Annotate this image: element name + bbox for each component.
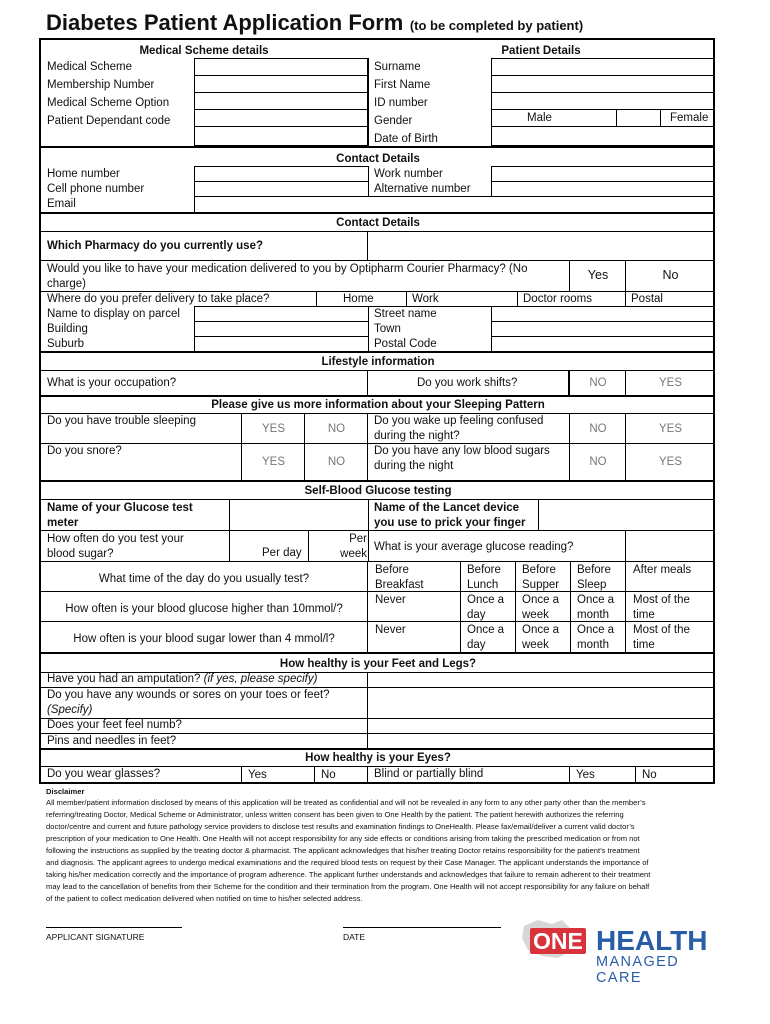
suburb-input[interactable]: [194, 336, 369, 352]
pharmacy-section-heading: Contact Details: [336, 217, 420, 229]
disclaimer-line: following the instructions as supplied by the treating doctor & pharmacist. The applicant acknowledges that his/her treating Doctor retains responsibility for the patient’s treatment: [46, 846, 640, 855]
high-most-time-option[interactable]: [625, 591, 715, 622]
before-sleep-label: Before Sleep: [577, 564, 611, 591]
low-once-month-option[interactable]: [570, 621, 626, 653]
shifts-question: Do you work shifts?: [417, 377, 518, 389]
low-frequency-question: How often is your blood sugar lower than 4 mmol/l?: [73, 633, 335, 645]
disclaimer-line: prescription of your medication to One Health. One Health will not accept responsibility for any side effects or conditions arising from taking the prescribed medication or from not: [46, 834, 640, 843]
disclaimer-line: referring/treating Doctor, Medical Scheme or Administrator, unless written consent has been given to One Health by the patient. The patient herewith authorizes the referring: [46, 810, 624, 819]
numb-input[interactable]: [367, 718, 715, 734]
high-once-week-label: Once a week: [522, 594, 560, 621]
after-meals-label: After meals: [633, 564, 692, 576]
high-once-month-option[interactable]: [570, 591, 626, 622]
wake-confused-no[interactable]: [569, 413, 626, 444]
disclaimer-line: doctor/centre and current and future pathology service providers to disclose test results and examination findings to OneHealth. Please fax/email/deliver a current valid doctor’s: [46, 822, 635, 831]
disclaimer-line: may lead to the cancellation of benefits from their Scheme for the condition and their termination from the program. One Health will not accept responsibility for any failure on behalf: [46, 882, 650, 891]
high-most-time-label: Most of the time: [633, 594, 690, 621]
divider: [367, 58, 368, 146]
test-frequency-question: How often do you test your blood sugar?: [47, 533, 184, 560]
street-name-label: Street name: [374, 308, 437, 320]
blind-yes-label: Yes: [576, 769, 595, 781]
amputation-question: [47, 672, 317, 687]
building-label: Building: [47, 323, 88, 335]
delivery-postal-label: Postal: [631, 293, 663, 305]
form-title: Diabetes Patient Application Form: [46, 10, 404, 35]
snore-yes[interactable]: [241, 443, 305, 481]
disclaimer-line: All member/patient information disclosed by means of this application will be treated as confidential and will not be revealed in any form to any other party other than the member’s: [46, 798, 646, 807]
gender-female-label: Female: [670, 112, 709, 124]
wake-confused-yes[interactable]: [625, 413, 715, 444]
delivery-yes-option[interactable]: [569, 260, 626, 292]
before-breakfast-option[interactable]: [367, 561, 461, 592]
delivery-no-option[interactable]: [625, 260, 715, 292]
low-sugar-no[interactable]: [569, 443, 626, 481]
first-name-input[interactable]: [491, 75, 715, 93]
gender-male-option[interactable]: [491, 109, 617, 127]
wounds-specify: (Specify): [47, 704, 93, 716]
high-never-option[interactable]: [367, 591, 461, 622]
home-number-input[interactable]: [194, 166, 369, 182]
id-number-input[interactable]: [491, 92, 715, 110]
glasses-yes-label: Yes: [248, 769, 267, 781]
work-number-input[interactable]: [491, 166, 715, 182]
wounds-input[interactable]: [367, 687, 715, 719]
blind-no-option[interactable]: [635, 766, 715, 784]
glasses-no-label: No: [321, 769, 336, 781]
page-title: [46, 10, 583, 36]
trouble-sleeping-no[interactable]: [304, 413, 368, 444]
blind-yes-option[interactable]: [569, 766, 636, 784]
gender-male-label: Male: [527, 112, 552, 124]
logo-health-text: HEALTH: [596, 925, 708, 956]
trouble-sleeping-yes[interactable]: [241, 413, 305, 444]
delivery-doctor-label: Doctor rooms: [523, 293, 593, 305]
delivery-postal-option[interactable]: [625, 291, 715, 307]
blind-question: Blind or partially blind: [374, 768, 484, 780]
low-once-month-label: Once a month: [577, 624, 615, 651]
pins-needles-question: Pins and needles in feet?: [47, 735, 177, 747]
alternative-number-label: Alternative number: [374, 183, 471, 195]
blind-no-label: No: [642, 769, 657, 781]
section-divider: [41, 652, 715, 654]
home-number-label: Home number: [47, 168, 120, 180]
applicant-signature-label: APPLICANT SIGNATURE: [46, 932, 145, 942]
email-input[interactable]: [194, 196, 715, 213]
before-lunch-option[interactable]: [460, 561, 516, 592]
form-subtitle: (to be completed by patient): [409, 18, 584, 33]
low-once-week-label: Once a week: [522, 624, 560, 651]
wake-confused-yes-label: YES: [658, 423, 682, 435]
cell-phone-label: Cell phone number: [47, 183, 145, 195]
sleep-heading: Please give us more information about your Sleeping Pattern: [211, 399, 545, 411]
parcel-name-label: Name to display on parcel: [47, 308, 180, 320]
cell-phone-input[interactable]: [194, 181, 369, 197]
membership-number-input[interactable]: [194, 75, 369, 93]
snore-no[interactable]: [304, 443, 368, 481]
low-never-option[interactable]: [367, 621, 461, 653]
low-never-label: Never: [375, 624, 406, 636]
date-of-birth-input[interactable]: [491, 126, 715, 146]
disclaimer-line: of the patient to collect medication delivered when notified on time to his/her selected address.: [46, 894, 363, 903]
dependant-code-input[interactable]: [194, 109, 369, 127]
low-most-time-option[interactable]: [625, 621, 715, 653]
logo-one-text: ONE: [530, 928, 586, 954]
medical-scheme-input[interactable]: [194, 58, 369, 76]
per-day-input[interactable]: [229, 530, 309, 562]
low-sugar-yes-label: YES: [658, 456, 682, 468]
disclaimer-heading: Disclaimer: [46, 787, 85, 796]
wake-confused-no-label: NO: [589, 423, 607, 435]
feet-heading: How healthy is your Feet and Legs?: [279, 658, 477, 670]
application-form: [39, 38, 715, 784]
amputation-input[interactable]: [367, 672, 715, 688]
surname-input[interactable]: [491, 58, 715, 76]
high-frequency-question: How often is your blood glucose higher than 10mmol/?: [65, 603, 343, 615]
section-divider: [41, 351, 715, 353]
glasses-question: Do you wear glasses?: [47, 768, 161, 780]
delivery-question: Would you like to have your medication delivered to you by Optipharm Courier Pharmacy? (No charge): [47, 263, 528, 290]
postal-code-label: Postal Code: [374, 338, 437, 350]
id-number-label: ID number: [374, 97, 428, 109]
onehealth-logo: [518, 916, 728, 986]
contact-details-heading: Contact Details: [336, 153, 420, 165]
medical-scheme-label: Medical Scheme: [47, 61, 133, 73]
work-number-label: Work number: [374, 168, 443, 180]
high-once-week-option[interactable]: [515, 591, 571, 622]
section-divider: [41, 146, 715, 148]
glasses-yes-option[interactable]: [241, 766, 315, 784]
delivery-work-option[interactable]: [406, 291, 518, 307]
alternative-number-input[interactable]: [491, 181, 715, 197]
medical-blank-input[interactable]: [194, 126, 369, 146]
delivery-place-question: Where do you prefer delivery to take place?: [47, 293, 270, 305]
before-lunch-label: Before Lunch: [467, 564, 501, 591]
patient-details-heading: Patient Details: [501, 45, 581, 57]
street-name-input[interactable]: [491, 306, 715, 322]
surname-label: Surname: [374, 61, 421, 73]
date-of-birth-label: Date of Birth: [374, 133, 438, 145]
high-once-month-label: Once a month: [577, 594, 615, 621]
delivery-doctor-option[interactable]: [517, 291, 626, 307]
trouble-sleeping-question: Do you have trouble sleeping: [47, 415, 196, 427]
after-meals-option[interactable]: [625, 561, 715, 592]
wake-confused-question: Do you wake up feeling confused during the night?: [374, 415, 544, 442]
per-week-input[interactable]: [308, 530, 369, 562]
row-divider: [41, 530, 715, 531]
delivery-home-option[interactable]: [316, 291, 407, 307]
applicant-signature-field[interactable]: [46, 927, 182, 928]
glucose-heading: Self-Blood Glucose testing: [304, 485, 452, 497]
shifts-no-option[interactable]: [569, 370, 626, 396]
low-sugar-question: Do you have any low blood sugars during the night: [374, 445, 550, 472]
eyes-heading: How healthy is your Eyes?: [305, 752, 451, 764]
pharmacy-question: Which Pharmacy do you currently use?: [47, 240, 263, 252]
section-divider: [41, 480, 715, 482]
low-sugar-yes[interactable]: [625, 443, 715, 481]
town-input[interactable]: [491, 321, 715, 337]
low-sugar-no-label: NO: [589, 456, 607, 468]
shifts-no-label: NO: [589, 377, 607, 389]
test-time-question: What time of the day do you usually test?: [98, 573, 310, 585]
trouble-sleeping-no-label: NO: [327, 423, 346, 435]
pins-needles-input[interactable]: [367, 733, 715, 749]
low-once-day-label: Once a day: [467, 624, 505, 651]
average-reading-input[interactable]: [625, 530, 715, 562]
snore-question: Do you snore?: [47, 445, 122, 457]
delivery-work-label: Work: [412, 293, 439, 305]
date-field[interactable]: [343, 927, 501, 928]
section-divider: [41, 395, 715, 397]
snore-yes-label: YES: [261, 456, 285, 468]
lifestyle-heading: Lifestyle information: [321, 356, 435, 368]
first-name-label: First Name: [374, 79, 431, 91]
high-never-label: Never: [375, 594, 406, 606]
shifts-yes-label: YES: [658, 377, 682, 389]
meter-name-label: Name of your Glucose test meter: [47, 502, 193, 529]
before-sleep-option[interactable]: [570, 561, 626, 592]
dependant-code-label: Patient Dependant code: [47, 115, 171, 127]
email-label: Email: [47, 198, 76, 210]
per-day-label: Per day: [262, 547, 302, 559]
parcel-name-input[interactable]: [194, 306, 369, 322]
disclaimer-line: and diagnosis. The applicant agrees to undergo medical examinations and the required blood tests on request by their Case Manager. The applicant understands the importance of: [46, 858, 649, 867]
low-once-day-option[interactable]: [460, 621, 516, 653]
date-label: DATE: [343, 932, 366, 942]
before-supper-option[interactable]: [515, 561, 571, 592]
snore-no-label: NO: [327, 456, 346, 468]
high-once-day-option[interactable]: [460, 591, 516, 622]
amputation-text: Have you had an amputation?: [47, 673, 201, 685]
section-divider: [41, 748, 715, 750]
numb-question: Does your feet feel numb?: [47, 719, 182, 731]
glasses-no-option[interactable]: [314, 766, 368, 784]
suburb-label: Suburb: [47, 338, 85, 350]
meter-name-input[interactable]: [229, 499, 369, 531]
logo-managed-care-text: MANAGED CARE: [596, 954, 680, 986]
amputation-note: (if yes, please specify): [203, 673, 318, 685]
gender-male-checkbox[interactable]: [616, 109, 661, 127]
per-week-label: Per week: [340, 533, 367, 560]
building-input[interactable]: [194, 321, 369, 337]
scheme-option-input[interactable]: [194, 92, 369, 110]
pharmacy-input[interactable]: [367, 231, 715, 261]
delivery-home-label: Home: [343, 293, 374, 305]
trouble-sleeping-yes-label: YES: [261, 423, 285, 435]
before-supper-label: Before Supper: [522, 564, 560, 591]
shifts-yes-option[interactable]: [625, 370, 715, 396]
postal-code-input[interactable]: [491, 336, 715, 352]
medical-scheme-heading: Medical Scheme details: [139, 45, 269, 57]
low-once-week-option[interactable]: [515, 621, 571, 653]
high-once-day-label: Once a day: [467, 594, 505, 621]
lancet-name-label: Name of the Lancet device you use to prick your finger: [374, 502, 526, 529]
wounds-question: Do you have any wounds or sores on your toes or feet?: [47, 689, 330, 701]
scheme-option-label: Medical Scheme Option: [47, 97, 170, 109]
before-breakfast-label: Before Breakfast: [375, 564, 424, 591]
gender-female-option[interactable]: [660, 109, 715, 127]
average-reading-question: What is your average glucose reading?: [374, 541, 574, 553]
lancet-name-input[interactable]: [538, 499, 715, 531]
low-most-time-label: Most of the time: [633, 624, 690, 651]
membership-number-label: Membership Number: [47, 79, 155, 91]
delivery-no-label: No: [662, 268, 679, 282]
town-label: Town: [374, 323, 401, 335]
occupation-question: What is your occupation?: [47, 377, 177, 389]
disclaimer-line: taking his/her medication correctly and the importance of program adherence. The applicant further understands and acknowledges that failure to remain adherent to their treatment: [46, 870, 651, 879]
section-divider: [41, 212, 715, 214]
delivery-yes-label: Yes: [587, 268, 609, 282]
gender-label: Gender: [374, 115, 413, 127]
